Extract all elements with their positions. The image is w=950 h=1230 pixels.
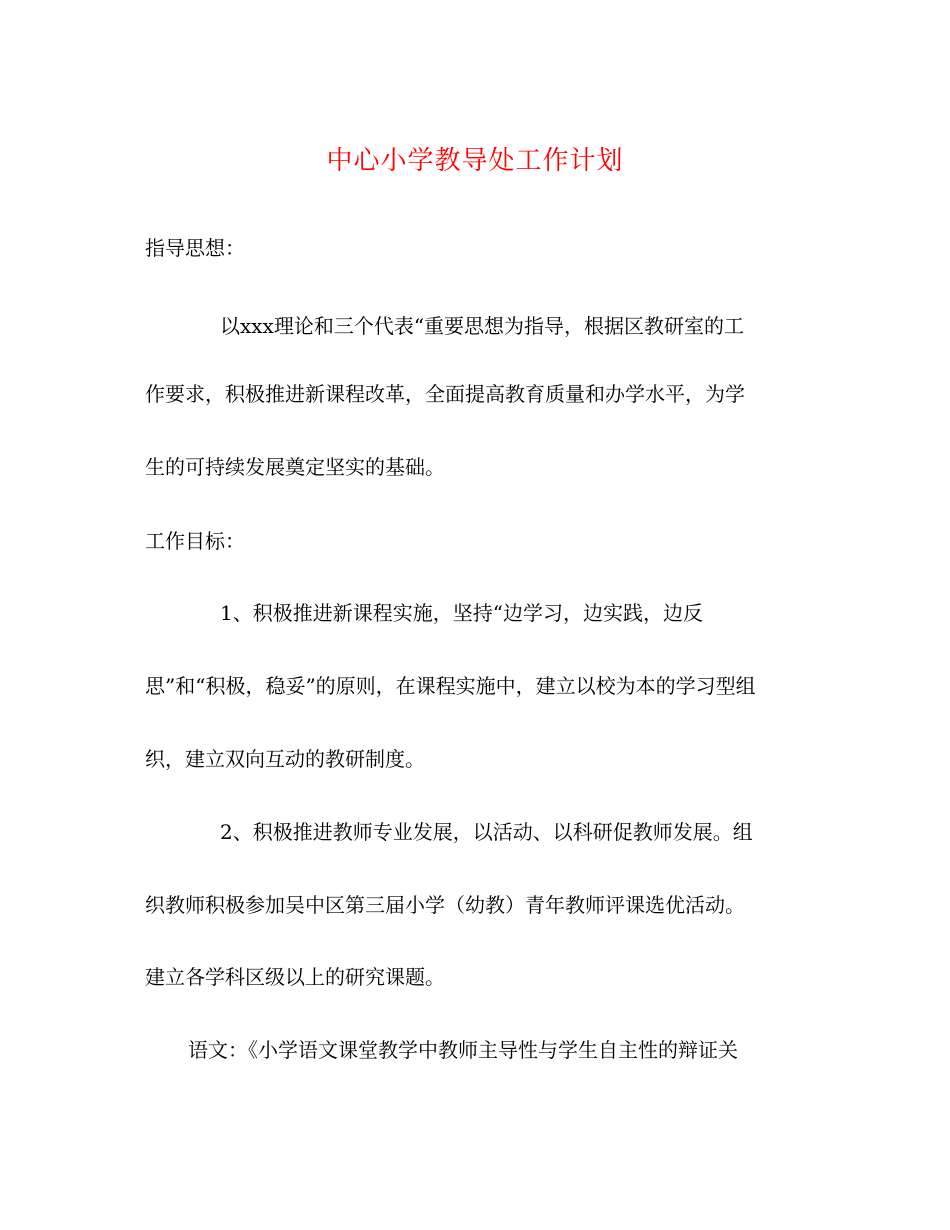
document-title: 中心小学教导处工作计划 bbox=[326, 146, 624, 176]
paragraph-line: 建立各学科区级以上的研究课题。 bbox=[145, 965, 445, 989]
paragraph-line: 织教师积极参加吴中区第三届小学（幼教）青年教师评课选优活动。 bbox=[145, 893, 745, 917]
paragraph-line: 织，建立双向互动的教研制度。 bbox=[145, 747, 425, 771]
paragraph-line: 思”和“积极，稳妥”的原则，在课程实施中，建立以校为本的学习型组 bbox=[145, 674, 756, 698]
paragraph-line: 语文：《小学语文课堂教学中教师主导性与学生自主性的辩证关 bbox=[188, 1038, 738, 1062]
section-heading-guiding-ideology: 指导思想： bbox=[145, 236, 245, 260]
paragraph-line: 以xxx理论和三个代表“重要思想为指导，根据区教研室的工 bbox=[220, 314, 745, 338]
paragraph-line: 生的可持续发展奠定坚实的基础。 bbox=[145, 455, 445, 479]
paragraph-line: 1、积极推进新课程实施，坚持“边学习，边实践，边反 bbox=[220, 601, 703, 625]
section-heading-work-goals: 工作目标： bbox=[145, 529, 245, 553]
paragraph-line: 作要求，积极推进新课程改革，全面提高教育质量和办学水平，为学 bbox=[145, 382, 745, 406]
paragraph-line: 2、积极推进教师专业发展，以活动、以科研促教师发展。组 bbox=[220, 820, 753, 844]
